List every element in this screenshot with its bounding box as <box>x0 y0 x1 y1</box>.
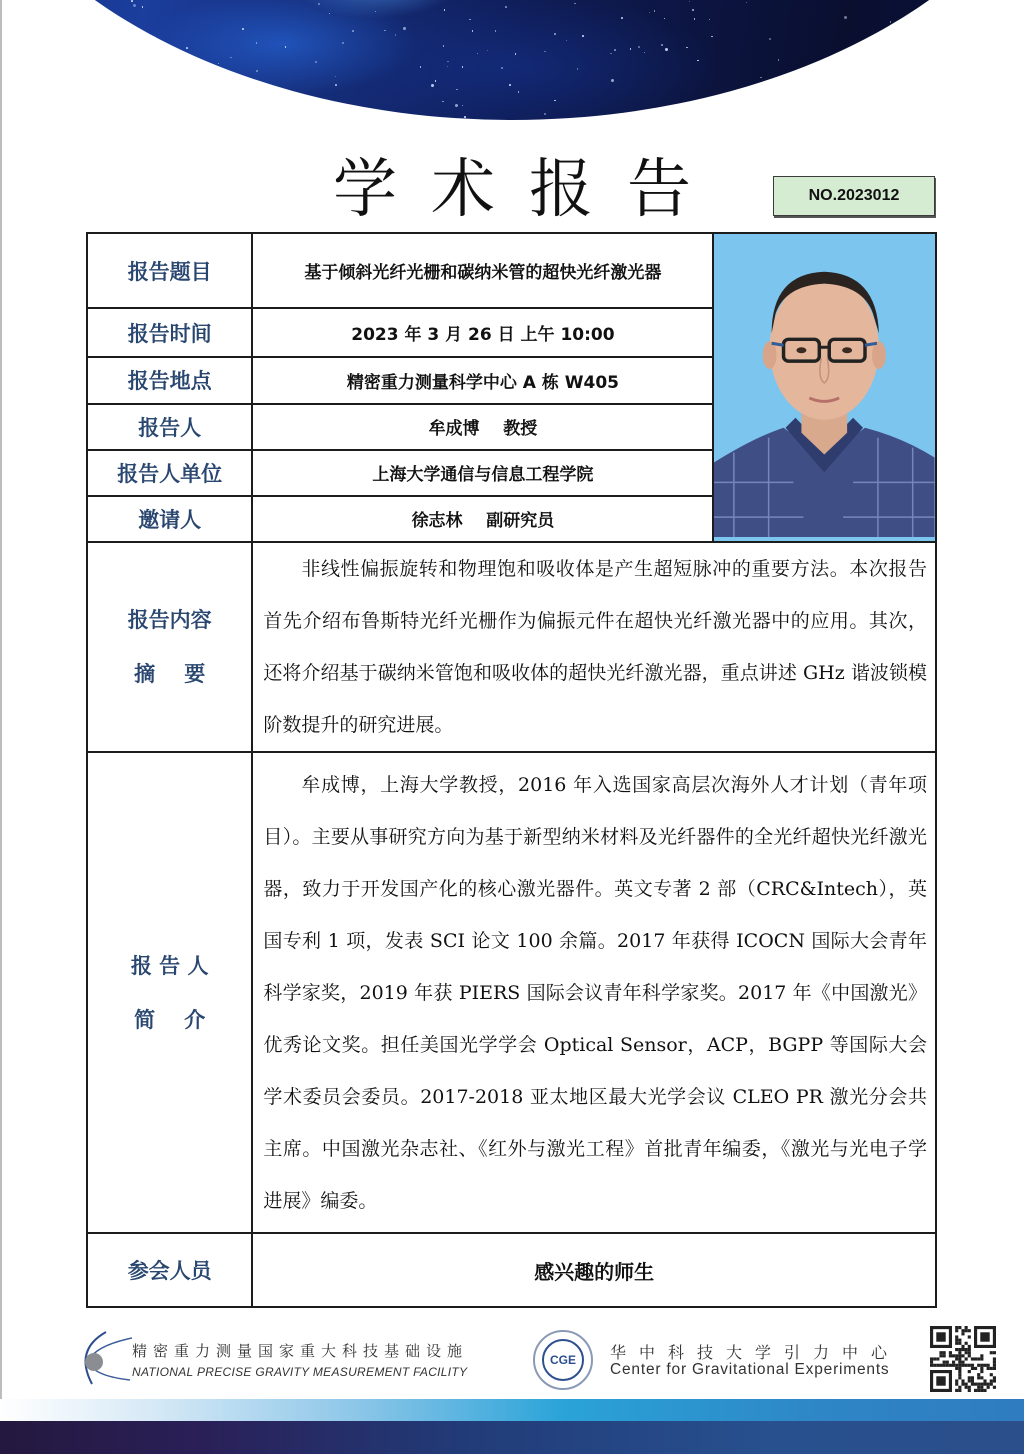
report-number-badge: NO.2023012 <box>773 176 935 216</box>
center-name-en: Center for Gravitational Experiments <box>610 1361 890 1378</box>
star-decoration <box>621 17 623 19</box>
cge-logo-icon <box>533 1330 593 1390</box>
label-report-title: 报告题目 <box>87 233 252 308</box>
star-decoration <box>442 101 444 103</box>
label-abstract-line1: 报告内容 <box>127 608 212 632</box>
star-decoration <box>654 10 656 12</box>
star-decoration <box>692 9 694 11</box>
table-row-abstract <box>87 542 936 752</box>
star-decoration <box>33 17 35 19</box>
star-decoration <box>501 67 503 69</box>
star-decoration <box>577 68 579 70</box>
star-decoration <box>518 91 520 93</box>
star-decoration <box>13 43 15 45</box>
star-decoration <box>110 20 112 22</box>
star-decoration <box>872 74 875 77</box>
star-decoration <box>443 45 445 47</box>
star-decoration <box>858 49 860 51</box>
star-decoration <box>142 6 144 8</box>
star-decoration <box>375 11 377 13</box>
star-decoration <box>133 4 136 7</box>
star-decoration <box>574 3 576 5</box>
star-decoration <box>959 81 961 83</box>
label-speaker: 报告人 <box>87 404 252 450</box>
star-decoration <box>403 27 406 30</box>
value-report-title: 基于倾斜光纤光栅和碳纳米管的超快光纤激光器 <box>252 233 713 308</box>
star-decoration <box>911 90 913 92</box>
star-decoration <box>746 2 748 4</box>
star-decoration <box>135 118 137 120</box>
star-decoration <box>614 49 616 51</box>
star-decoration <box>778 59 780 61</box>
label-bio-line1: 报 告 人 <box>130 953 209 978</box>
star-decoration <box>665 48 668 51</box>
star-decoration <box>83 95 85 97</box>
star-decoration <box>28 106 31 109</box>
bio-text: 牟成博，上海大学教授，2016 年入选国家高层次海外人才计划（青年项目）。主要从事研究方向为基于新型纳米材料及光纤器件的全光纤超快光纤激光器，致力于开发国产化的核心激光器件。英文专著 2 部（CRC&Intech），英国专利 1 项，发表 SCI 论文 100 余篇。2017 年获得 ICOCN 国际大会青年科学家奖，2019 年获 PIERS 国际会议青年科学家奖。2017 年《中国激光》优秀论文奖。担任美国光学学会 Optical Sensor，ACP，BGPP 等国际大会学术委员会委员。2017-2018 亚太地区最大光学会议 CLEO PR 激光分会共主席。中国激光杂志社、《红外与激光工程》首批青年编委，《激光与光电子学进展》编委。 <box>263 773 927 1212</box>
star-decoration <box>213 106 215 108</box>
star-decoration <box>963 68 965 70</box>
report-info-table <box>86 232 937 1308</box>
label-bio <box>87 752 252 1233</box>
table-row-title <box>87 233 936 308</box>
star-decoration <box>352 30 354 32</box>
qr-code-icon <box>930 1326 996 1392</box>
star-decoration <box>566 40 568 42</box>
value-abstract <box>252 542 936 752</box>
star-decoration <box>582 35 584 37</box>
facility-name-cn: 精密重力测量国家重大科技基础设施 <box>132 1342 469 1360</box>
star-decoration <box>1000 103 1002 105</box>
label-report-location: 报告地点 <box>87 357 252 403</box>
space-banner-image <box>0 0 1024 120</box>
star-decoration <box>420 66 422 68</box>
star-decoration <box>832 83 834 85</box>
star-decoration <box>335 76 337 78</box>
label-report-time: 报告时间 <box>87 308 252 357</box>
star-decoration <box>218 63 220 65</box>
star-decoration <box>93 87 95 89</box>
star-decoration <box>242 28 244 30</box>
star-decoration <box>649 12 651 14</box>
star-decoration <box>760 77 762 79</box>
star-decoration <box>78 53 80 55</box>
star-decoration <box>901 114 903 116</box>
star-decoration <box>372 111 374 113</box>
star-decoration <box>472 30 474 32</box>
star-decoration <box>5 31 7 33</box>
star-decoration <box>487 50 489 52</box>
value-report-time: 2023 年 3 月 26 日 上午 10:00 <box>252 308 713 357</box>
star-decoration <box>689 1 691 3</box>
star-decoration <box>435 80 437 82</box>
footer-stripe-dark <box>0 1421 1024 1454</box>
star-decoration <box>686 47 688 49</box>
star-decoration <box>215 114 217 116</box>
star-decoration <box>890 21 892 23</box>
star-decoration <box>462 66 464 68</box>
cge-logo-text: CGE <box>542 1339 584 1381</box>
facility-name-en: NATIONAL PRECISE GRAVITY MEASUREMENT FACILITY <box>132 1365 468 1379</box>
star-decoration <box>469 19 471 21</box>
star-decoration <box>554 33 556 35</box>
center-name-cn: 华中科技大学引力中心 <box>610 1343 901 1362</box>
star-decoration <box>186 47 188 49</box>
star-decoration <box>644 52 646 54</box>
table-row-bio <box>87 752 936 1233</box>
star-decoration <box>711 36 713 38</box>
star-decoration <box>63 60 65 62</box>
star-decoration <box>329 13 331 15</box>
star-decoration <box>447 66 449 68</box>
star-decoration <box>885 89 887 91</box>
star-decoration <box>509 84 511 86</box>
star-decoration <box>456 89 458 91</box>
star-decoration <box>342 42 344 44</box>
star-decoration <box>844 16 847 19</box>
star-decoration <box>169 63 172 66</box>
star-decoration <box>384 30 386 32</box>
star-decoration <box>21 19 23 21</box>
gravity-facility-logo-icon <box>72 1328 132 1388</box>
star-decoration <box>135 96 137 98</box>
speaker-portrait-image <box>714 234 935 537</box>
star-decoration <box>564 119 566 120</box>
star-decoration <box>515 53 517 55</box>
star-decoration <box>544 113 546 115</box>
footer <box>0 1318 1024 1398</box>
star-decoration <box>245 115 247 117</box>
star-decoration <box>477 53 479 55</box>
star-decoration <box>335 84 337 86</box>
star-decoration <box>956 41 958 43</box>
label-attendees: 参会人员 <box>87 1233 252 1307</box>
star-decoration <box>697 60 699 62</box>
label-inviter: 邀请人 <box>87 496 252 542</box>
star-decoration <box>256 70 258 72</box>
star-decoration <box>93 2 95 4</box>
table-row-attendees <box>87 1233 936 1307</box>
star-decoration <box>709 19 711 21</box>
star-decoration <box>464 116 466 118</box>
star-decoration <box>131 0 133 2</box>
star-decoration <box>695 104 697 106</box>
star-decoration <box>444 9 446 11</box>
star-decoration <box>315 61 317 63</box>
abstract-text: 非线性偏振旋转和物理饱和吸收体是产生超短脉冲的重要方法。本次报告首先介绍布鲁斯特光纤光栅作为偏振元件在超快光纤激光器中的应用。其次，还将介绍基于碳纳米管饱和吸收体的超快光纤激光器，重点讲述 GHz 谐波锁模阶数提升的研究进展。 <box>263 558 927 736</box>
page-title: 学术报告 <box>333 153 725 227</box>
label-abstract <box>87 542 252 752</box>
star-decoration <box>611 79 614 82</box>
value-speaker-affiliation: 上海大学通信与信息工程学院 <box>252 450 713 496</box>
star-decoration <box>932 50 934 52</box>
star-decoration <box>630 48 632 50</box>
value-report-location: 精密重力测量科学中心 A 栋 W405 <box>252 357 713 403</box>
label-bio-line2: 简 介 <box>134 1007 206 1032</box>
value-bio <box>252 752 936 1233</box>
star-decoration <box>888 118 890 120</box>
star-decoration <box>256 42 258 44</box>
star-decoration <box>395 34 397 36</box>
star-decoration <box>554 100 556 102</box>
star-decoration <box>150 79 152 81</box>
star-decoration <box>896 90 898 92</box>
star-decoration <box>769 38 771 40</box>
star-decoration <box>955 114 957 116</box>
star-decoration <box>153 36 155 38</box>
star-decoration <box>462 105 464 107</box>
value-attendees: 感兴趣的师生 <box>252 1233 936 1307</box>
star-decoration <box>610 53 612 55</box>
star-decoration <box>664 18 666 20</box>
star-decoration <box>455 104 458 107</box>
label-speaker-affiliation: 报告人单位 <box>87 450 252 496</box>
label-abstract-line2: 摘 要 <box>134 662 206 686</box>
star-decoration <box>285 46 287 48</box>
speaker-photo <box>713 233 936 542</box>
star-decoration <box>86 87 89 90</box>
star-decoration <box>694 18 696 20</box>
star-decoration <box>249 92 251 94</box>
star-decoration <box>447 61 449 63</box>
star-decoration <box>199 68 201 70</box>
star-decoration <box>993 74 995 76</box>
star-decoration <box>638 46 640 48</box>
star-decoration <box>318 3 320 5</box>
star-decoration <box>96 27 99 30</box>
star-decoration <box>0 44 1 46</box>
footer-stripe-light <box>0 1399 1024 1421</box>
star-decoration <box>544 51 546 53</box>
star-decoration <box>297 98 299 100</box>
star-decoration <box>230 57 232 59</box>
value-speaker: 牟成博 教授 <box>252 404 713 450</box>
star-decoration <box>495 30 497 32</box>
value-inviter: 徐志林 副研究员 <box>252 496 713 542</box>
star-decoration <box>505 6 507 8</box>
star-decoration <box>661 44 663 46</box>
star-decoration <box>69 39 71 41</box>
star-decoration <box>431 84 434 87</box>
star-decoration <box>289 109 291 111</box>
star-decoration <box>58 54 61 57</box>
